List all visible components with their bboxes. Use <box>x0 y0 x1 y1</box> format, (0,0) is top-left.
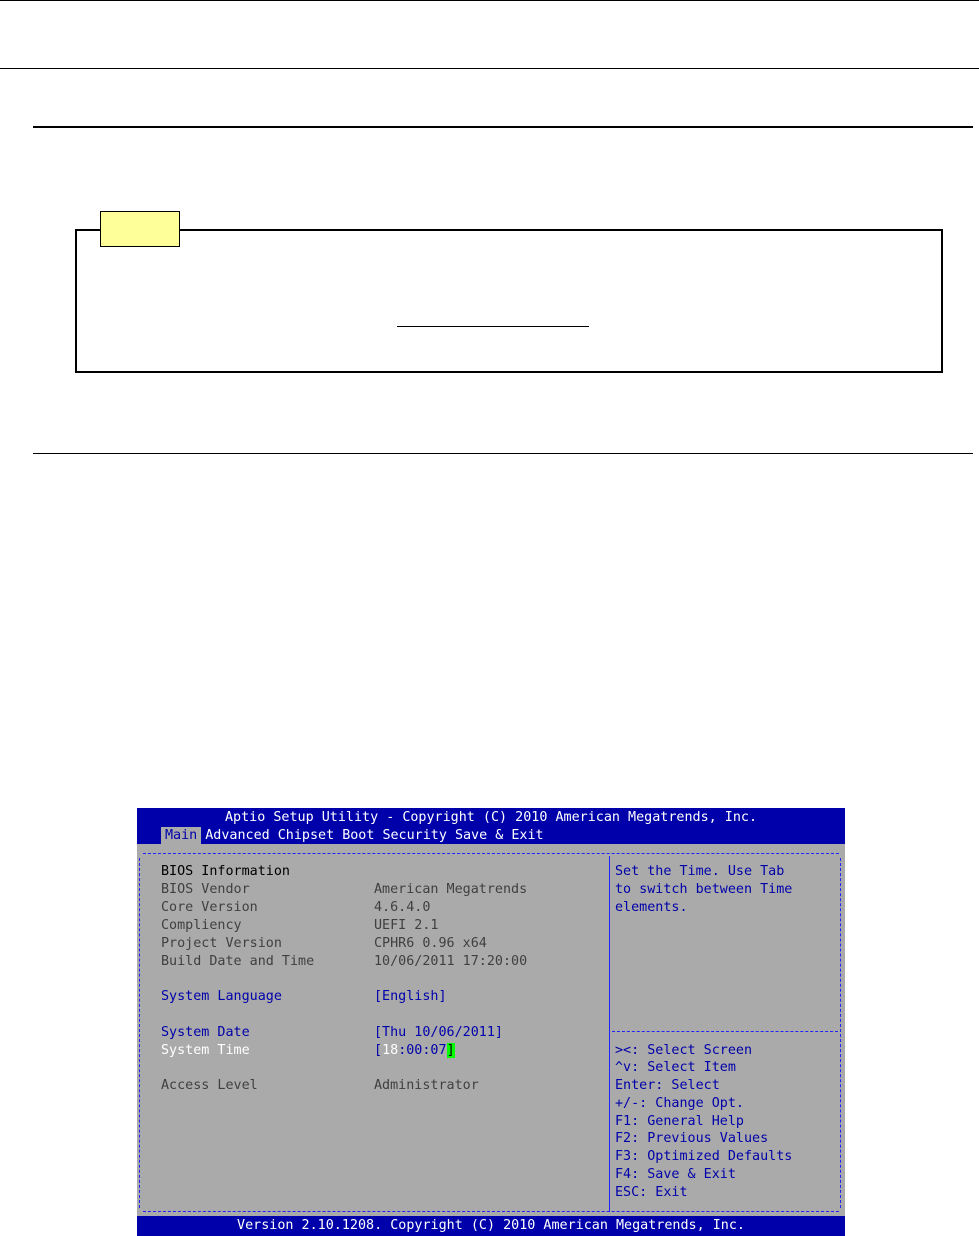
access-level-label: Access Level <box>161 1078 258 1093</box>
time-cursor: ] <box>446 1043 455 1058</box>
time-hour-field[interactable]: 18 <box>382 1043 399 1058</box>
tab-boot[interactable]: Boot <box>342 828 375 843</box>
core-version-value: 4.6.4.0 <box>374 900 431 915</box>
time-min-sec[interactable]: :00:07 <box>398 1043 447 1058</box>
tab-security[interactable]: Security <box>382 828 447 843</box>
help-divider <box>612 1031 838 1032</box>
help-line-3: elements. <box>615 900 688 915</box>
key-select-item: ^v: Select Item <box>615 1060 736 1075</box>
key-esc-exit: ESC: Exit <box>615 1185 688 1200</box>
bios-title-bar <box>137 808 845 844</box>
frame-right-border <box>840 858 841 1208</box>
compliency-label: Compliency <box>161 918 242 933</box>
system-language-value[interactable]: [English] <box>374 989 447 1004</box>
frame-top-border <box>143 853 839 854</box>
system-time-value[interactable] <box>374 1042 455 1060</box>
key-general-help: F1: General Help <box>615 1114 744 1129</box>
compliency-value: UEFI 2.1 <box>374 918 439 933</box>
frame-left-border <box>139 858 140 1208</box>
page-top-rule <box>0 0 979 1</box>
tab-main[interactable]: Main <box>161 827 201 844</box>
bios-title: Aptio Setup Utility - Copyright (C) 2010 American Megatrends, Inc. <box>224 810 758 825</box>
bios-setup-screen <box>137 808 845 1236</box>
section-top-rule <box>33 126 973 128</box>
system-time-label[interactable]: System Time <box>161 1043 250 1058</box>
key-previous-values: F2: Previous Values <box>615 1131 769 1146</box>
system-date-value[interactable]: [Thu 10/06/2011] <box>374 1025 503 1040</box>
header-rule <box>0 68 979 69</box>
help-line-1: Set the Time. Use Tab <box>615 864 785 879</box>
bios-footer: Version 2.10.1208. Copyright (C) 2010 American Megatrends, Inc. <box>137 1216 845 1236</box>
bios-vendor-value: American Megatrends <box>374 882 528 897</box>
tab-save-exit[interactable]: Save & Exit <box>454 828 544 843</box>
key-enter-select: Enter: Select <box>615 1078 720 1093</box>
frame-bottom-border <box>143 1211 839 1212</box>
bios-vendor-label: BIOS Vendor <box>161 882 250 897</box>
system-date-label[interactable]: System Date <box>161 1025 250 1040</box>
bios-tab-bar <box>161 827 548 845</box>
time-open-bracket: [ <box>374 1043 383 1058</box>
build-date-value: 10/06/2011 17:20:00 <box>374 954 528 969</box>
frame-divider <box>609 856 610 1212</box>
key-select-screen: ><: Select Screen <box>615 1043 753 1058</box>
project-version-label: Project Version <box>161 936 282 951</box>
key-change-opt: +/-: Change Opt. <box>615 1096 744 1111</box>
system-language-label[interactable]: System Language <box>161 989 282 1004</box>
bios-information-heading: BIOS Information <box>161 864 290 879</box>
note-box <box>75 229 943 373</box>
note-underline <box>397 326 589 327</box>
build-date-label: Build Date and Time <box>161 954 315 969</box>
key-save-exit: F4: Save & Exit <box>615 1167 736 1182</box>
note-tag <box>100 211 180 247</box>
tab-chipset[interactable]: Chipset <box>277 828 335 843</box>
core-version-label: Core Version <box>161 900 258 915</box>
project-version-value: CPHR6 0.96 x64 <box>374 936 487 951</box>
help-line-2: to switch between Time <box>615 882 793 897</box>
tab-advanced[interactable]: Advanced <box>205 828 270 843</box>
access-level-value: Administrator <box>374 1078 479 1093</box>
section-bottom-rule <box>33 453 973 454</box>
key-optimized-defaults: F3: Optimized Defaults <box>615 1149 793 1164</box>
